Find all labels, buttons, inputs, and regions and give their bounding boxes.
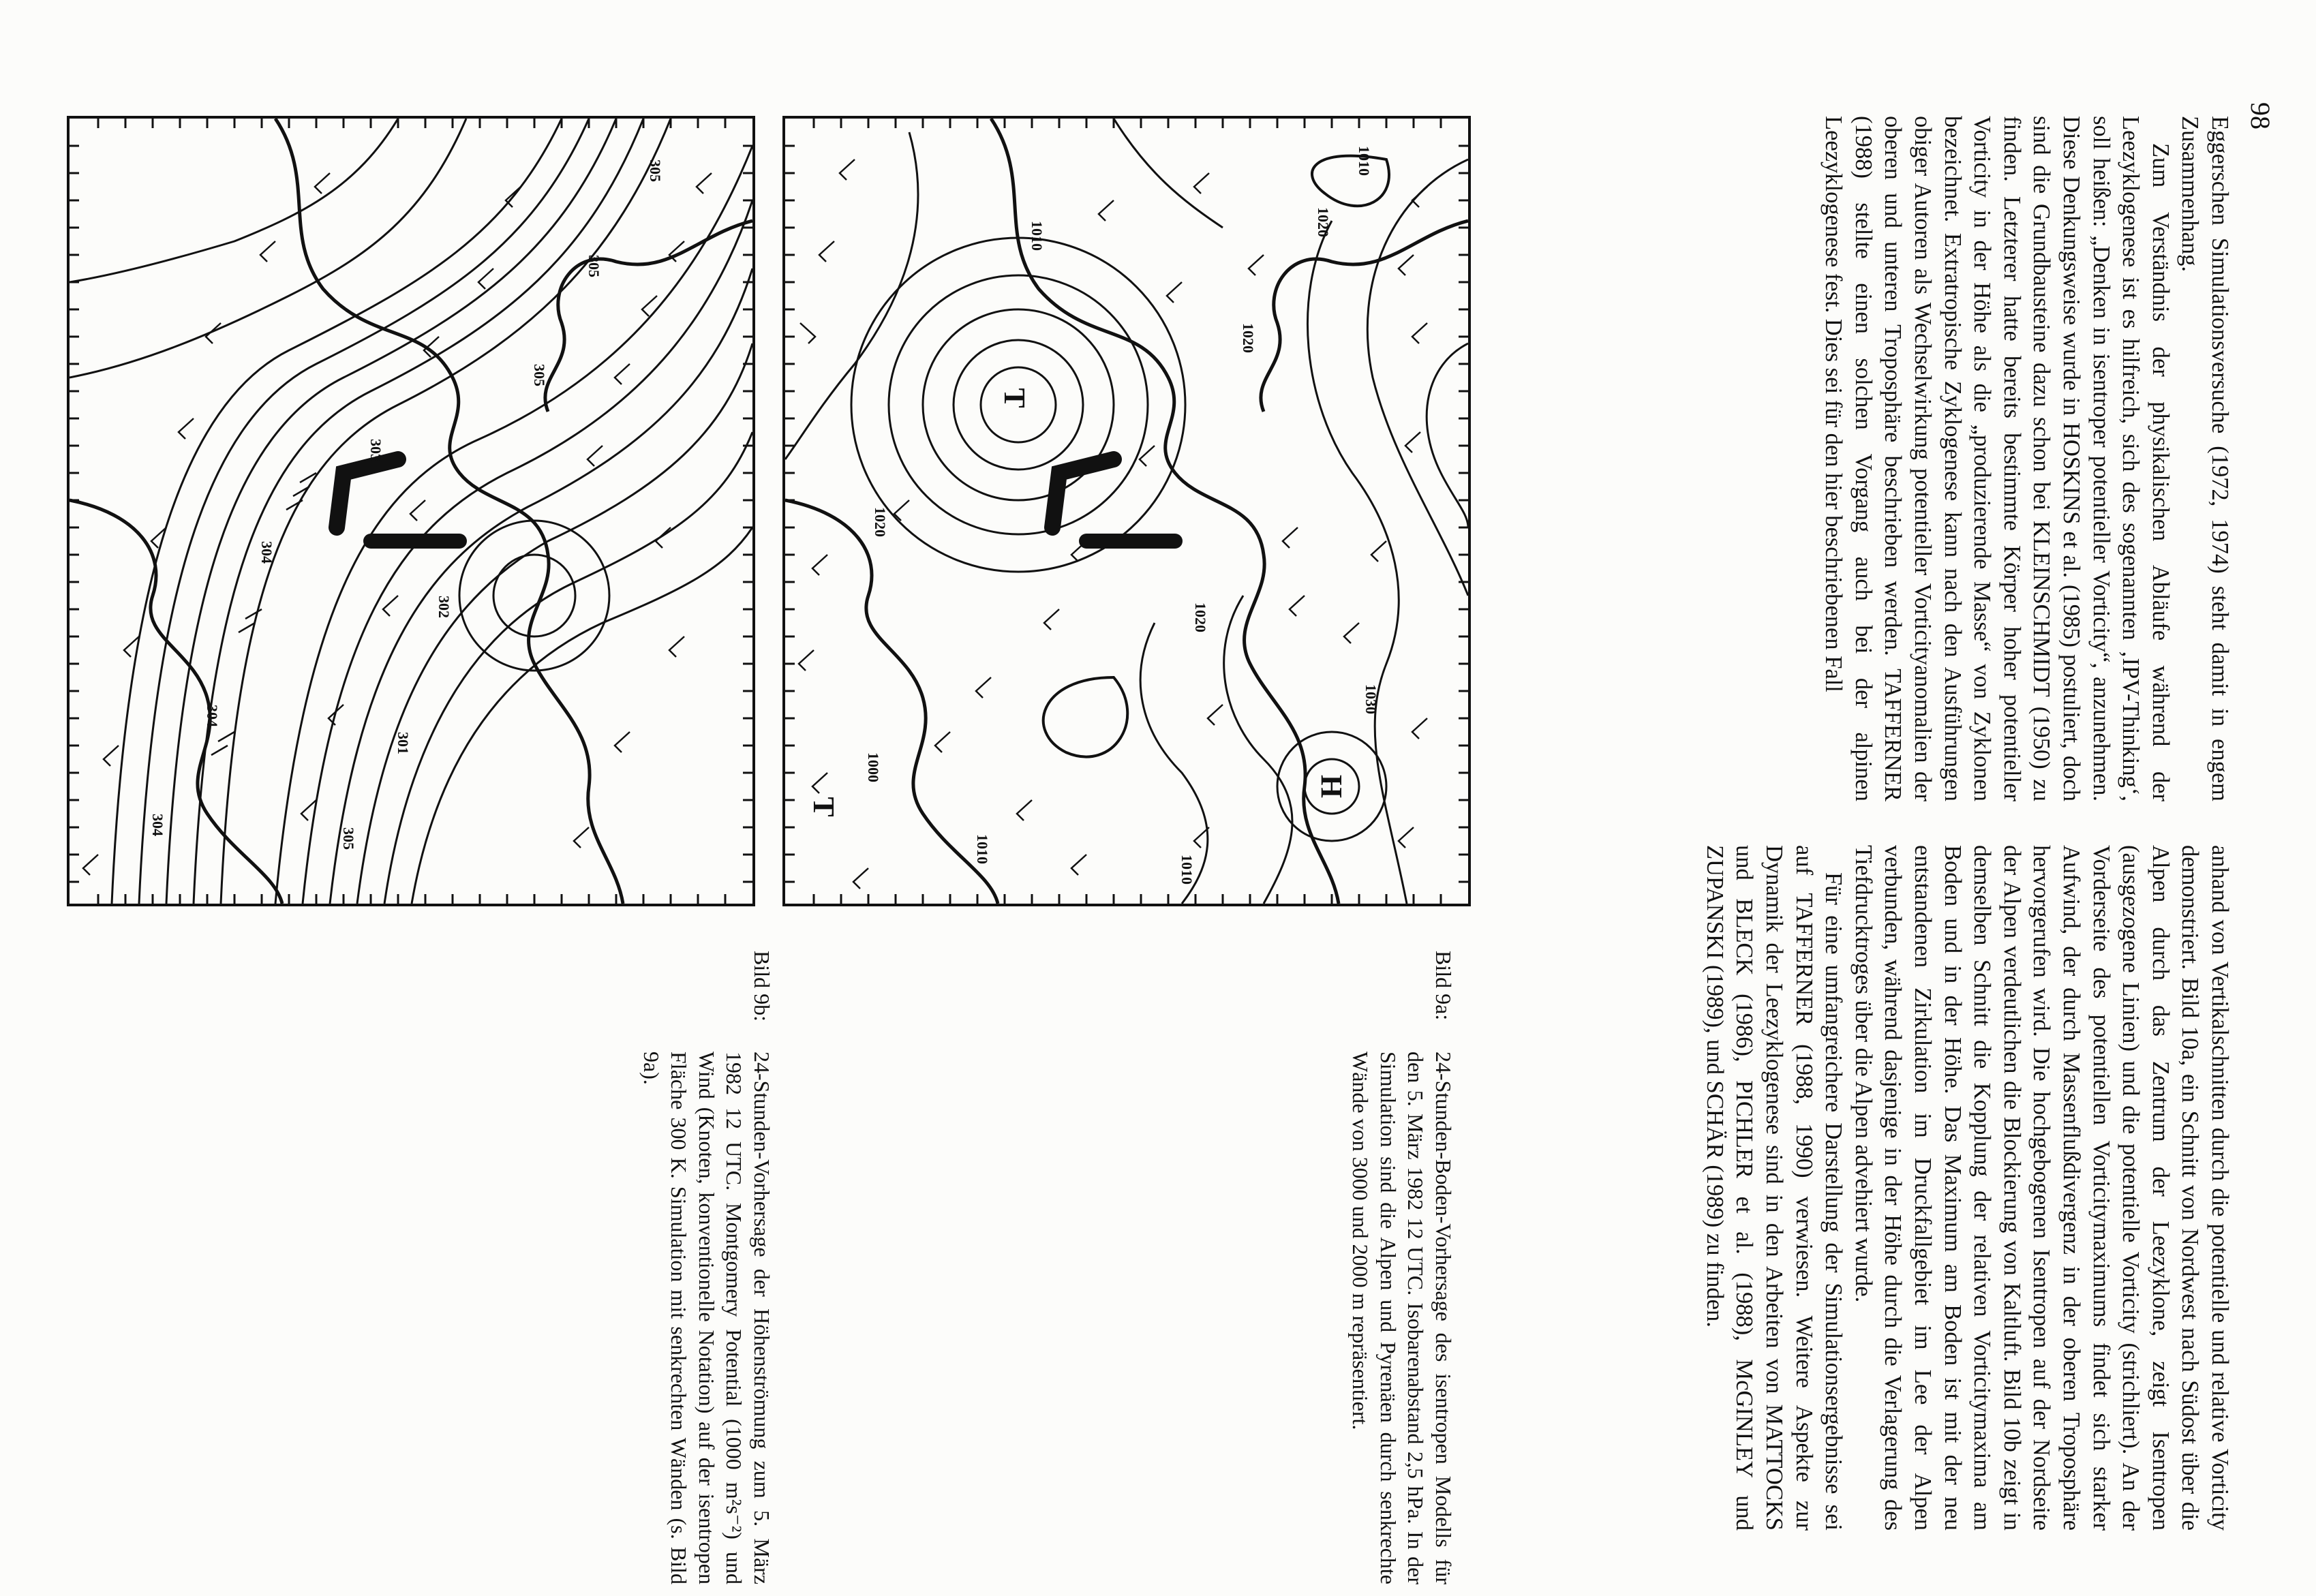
- isentrope-label: 302: [436, 596, 453, 618]
- paragraph: anhand von Vertikalschnitten durch die potentielle und relative Vorticity demonstriert. Bild 10a, ein Schnitt von Nordwest nach Südost über die Alpen durch das Zentrum der Leezyklone, zeigt Isentropen (ausgezogene Linien) und die potentielle Vorticity (strichliert). An der Vorderseite des potentiellen Vorticitymaximums findet sich starker Aufwind, der durch Massenflußdivergenz in der oberen Troposphäre hervorgerufen wird. Die hochgebogenen Isentropen auf der Nordseite der Alpen verdeutlichen die Blockierung von Kaltluft. Bild 10b zeigt in demselben Schnitt die Kopplung der relativen Vorticitymaxima am Boden und in der Höhe. Das Maximum am Boden ist mit der neu entstandenen Zirkulation im Druckfallgebiet im Lee der Alpen verbunden, während dasjenige in der Höhe durch die Verlagerung des Tiefdrucktroges über die Alpen advehiert wurde.: [1850, 845, 2233, 1531]
- text-column-right: [1699, 845, 2234, 1531]
- figure-9b-upper-flow-map: [67, 116, 755, 906]
- isobar-label: 1010: [1356, 146, 1373, 176]
- isobar-label: 1000: [865, 752, 882, 782]
- isentrope-label: 305: [340, 827, 357, 850]
- caption-text: 24-Stunden-Boden-Vorhersage des isentropen Modells für den 5. März 1982 12 UTC. Isobarenabstand 2,5 hPa. In der Simulation sind die Alpen und Pyrenäen durch senkrechte Wände von 3000 und 2000 m repräsentiert.: [1348, 1052, 1456, 1584]
- coastline: [1043, 677, 1127, 757]
- caption-label: Bild 9b:: [750, 951, 774, 1022]
- caption-text: 24-Stunden-Vorhersage der Höhenströmung zum 5. März 1982 12 UTC. Montgomery Potential (1000 m²s⁻²) und Wind (Knoten, konventionelle Notation) auf der isentropen Fläche 300 K. Simulation mit senkrechten Wänden (s. Bild 9a).: [639, 1052, 774, 1584]
- isobar-label: 1030: [1362, 684, 1380, 714]
- isobar-label: 1020: [1240, 323, 1257, 353]
- isentrope-label: 305: [647, 159, 664, 182]
- surface-map-graphic: [785, 119, 1468, 904]
- alps-wall: [337, 459, 398, 527]
- isobar-label: 1010: [1029, 221, 1046, 251]
- isentrope-label: 305: [585, 255, 603, 277]
- lee-low-label: T: [807, 797, 840, 817]
- isobar-label: 1010: [974, 834, 991, 864]
- caption-label: Bild 9a:: [1431, 951, 1456, 1021]
- paragraph: Für eine umfangreichere Darstellung der Simulationsergebnisse sei auf TAFFERNER (1988, 1990) verwiesen. Weitere Aspekte zur Dynamik der Leezyklogenese sind in den Arbeiten von MATTOCKS und BLECK (1986), PICHLER et al. (1988), McGINLEY und ZUPANSKI (1989), und SCHÄR (1989) zu finden.: [1701, 845, 1847, 1531]
- page-number: 98: [2245, 102, 2276, 129]
- coastline: [1261, 221, 1468, 412]
- low-label: T: [998, 388, 1031, 408]
- paragraph: Zum Verständnis der physikalischen Abläufe während der Leezyklogenese ist es hilfreich, sich des sogenannten ‚IPV-Thinking‘, soll heißen: „Denken in isentroper potentieller Vorticity“, anzunehmen. Diese Denkungsweise wurde in HOSKINS et al. (1985) postuliert, doch sind die Grundbausteine dazu schon bei KLEINSCHMIDT (1950) zu finden. Letzterer hatte bereits bestimmte Körper hoher potentieller Vorticity in der Höhe als die „produzierende Masse“ von Zyklonen bezeichnet. Extratropische Zyklogenese kann nach den Ausführungen obiger Autoren als Wechselwirkung potentieller Vorticityanomalien der oberen und unteren Troposphäre beschrieben werden. TAFFERNER (1988) stellte einen solchen Vorgang auch bei der alpinen Leezyklogenese fest. Dies sei für den hier beschriebenen Fall: [1820, 116, 2174, 801]
- isobar-label: 1020: [872, 507, 889, 537]
- coastline: [1312, 156, 1389, 206]
- paragraph: Eggerschen Simulationsversuche (1972, 1974) steht damit in engem Zusammenhang.: [2177, 116, 2233, 801]
- isobar-label: 1020: [1192, 602, 1209, 632]
- isentrope-label: 304: [149, 814, 166, 836]
- upper-flow-map-graphic: [70, 119, 752, 904]
- high-label: H: [1315, 774, 1348, 799]
- coastline: [785, 500, 998, 904]
- isentrope-label: 304: [258, 541, 275, 564]
- isobar-label: 1020: [1315, 207, 1332, 237]
- isentrope-label: 303: [367, 439, 384, 461]
- montgomery-contours: [70, 119, 752, 904]
- text-column-left: [1818, 116, 2234, 801]
- figure-9a-surface-map: [782, 116, 1471, 906]
- isentrope-label: 305: [531, 364, 548, 386]
- wind-barbs: [83, 173, 712, 875]
- isentrope-label: 304: [204, 705, 221, 727]
- isobar-label: 1010: [1178, 855, 1195, 885]
- isentrope-label: 301: [395, 732, 412, 754]
- coastline: [70, 500, 282, 904]
